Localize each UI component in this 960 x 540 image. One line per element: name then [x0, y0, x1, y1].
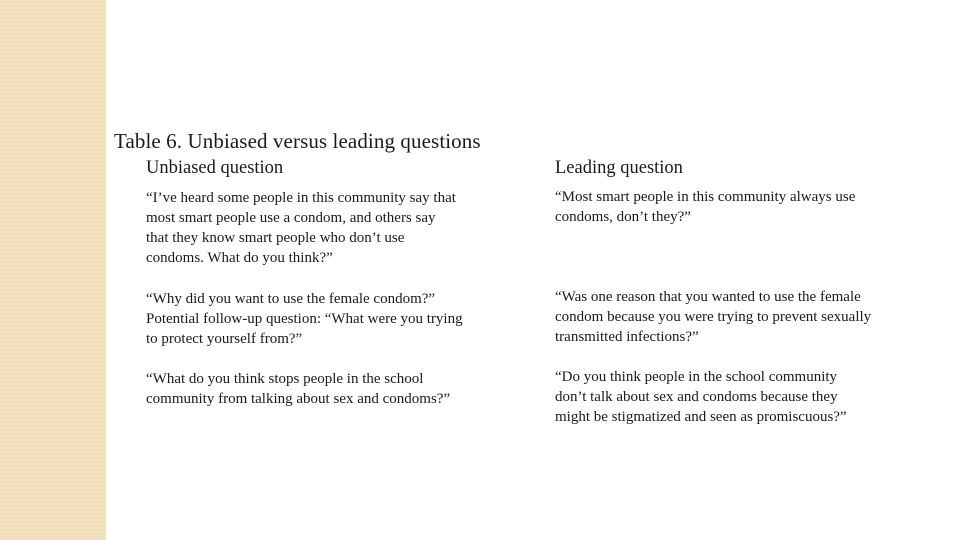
- leading-question-1: [555, 187, 855, 227]
- unbiased-question-1: [146, 188, 456, 268]
- column-header-unbiased: Unbiased question: [146, 158, 284, 178]
- question-line: “Most smart people in this community always use: [555, 189, 856, 205]
- leading-question-3: [555, 367, 847, 427]
- question-line: “I’ve heard some people in this community say that: [146, 190, 456, 206]
- decorative-side-strip: [0, 0, 106, 540]
- question-line: condom because you were trying to prevent sexually: [555, 309, 872, 325]
- question-line: Potential follow-up question: “What were you trying: [146, 311, 463, 327]
- column-header-leading: Leading question: [555, 158, 683, 178]
- question-line: “Why did you want to use the female condom?”: [146, 291, 436, 307]
- unbiased-question-2: [146, 289, 463, 349]
- question-line: to protect yourself from?”: [146, 331, 303, 347]
- question-line: might be stigmatized and seen as promiscuous?”: [555, 409, 847, 425]
- question-line: community from talking about sex and condoms?”: [146, 391, 451, 407]
- leading-question-2: [555, 287, 871, 347]
- question-line: most smart people use a condom, and others say: [146, 210, 436, 226]
- question-line: transmitted infections?”: [555, 329, 699, 345]
- question-line: “Was one reason that you wanted to use the female: [555, 289, 861, 305]
- question-line: “Do you think people in the school community: [555, 369, 838, 385]
- question-line: condoms. What do you think?”: [146, 250, 333, 266]
- unbiased-question-3: [146, 369, 450, 409]
- question-line: don’t talk about sex and condoms because they: [555, 389, 838, 405]
- question-line: that they know smart people who don’t use: [146, 230, 405, 246]
- question-line: “What do you think stops people in the school: [146, 371, 424, 387]
- table-title: Table 6. Unbiased versus leading questions: [114, 129, 481, 153]
- question-line: condoms, don’t they?”: [555, 209, 691, 225]
